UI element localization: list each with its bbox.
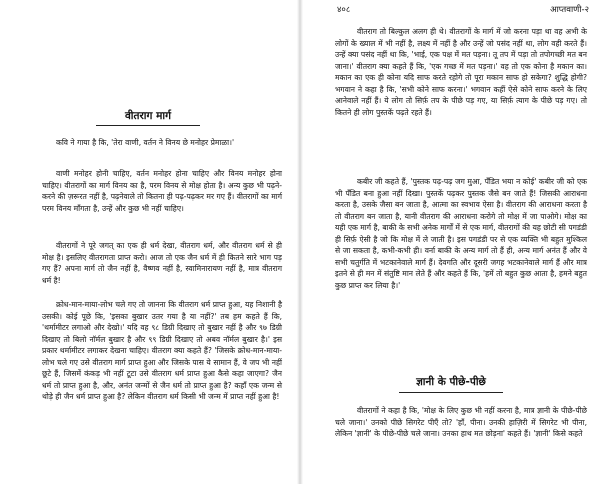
left-heading-underline <box>96 125 200 126</box>
right-page <box>301 0 599 484</box>
left-page <box>0 0 299 484</box>
left-paragraph-1: कवि ने गाया है कि, 'तेरा वाणी, वर्तन ने विनय छे मनोहर प्रेमाळा।' <box>56 138 235 147</box>
running-title: आप्तवाणी-२ <box>550 5 589 15</box>
left-heading: वीतराग मार्ग <box>124 110 172 122</box>
page-number: ४०८ <box>337 5 351 15</box>
left-paragraph-3: वीतरागों ने पूरे जगत् का एक ही धर्म देखा, वीतराग धर्म, और वीतराग धर्म से ही मोक्ष है। इसलिए वीतरागता प्राप्त करो। आज तो एक जैन धर्म में ही कितने सारे भाग पड़ गए हैं? अपना मार्ग तो जैन नहीं है, वैष्णव नहीं है, स्वामिनारायण नहीं है, मात्र वीतराग धर्म है! <box>42 241 282 285</box>
right-paragraph-3: वीतरागों ने कहा है कि, 'मोक्ष के लिए कुछ भी नहीं करना है, मात्र ज्ञानी के पीछे-पीछे चले जाना।' उनको पीछे सिगरेट पीएँ तो? 'हाँ, पीना। उनकी हाज़िरी में सिगरेट भी पीना, लेकिन 'ज्ञानी' के पीछे-पीछे चले जाना। उनका हाथ मत छोड़ना' कहते हैं। 'ज्ञानी' किसे कहते <box>335 406 587 438</box>
right-heading: ज्ञानी के पीछे-पीछे <box>416 376 486 388</box>
right-paragraph-1: वीतराग तो बिल्कुल अलग ही थे। वीतरागों के मार्ग में जो करना पड़ा था वह अभी के लोगों के ख्याल में भी नहीं है, लक्ष्य में नहीं है और उन्हें जो पसंद नहीं था, लोग वही करते हैं। उन्हें क्या पसंद नहीं था कि, 'भाई, एक पक्ष में मत पड़ना। तू तप में पड़ा तो तपोगच्छी मत बन जाना।' वीतराग क्या कहते हैं कि, 'एक गच्छ में मत पड़ना।' वह तो एक कोना है मकान का। मकान का एक ही कोना यदि साफ करते रहोगे तो पूरा मकान साफ हो सकेगा? शुद्धि होगी? भगवान ने कहा है कि, 'सभी कोने साफ करना।' भगवान कहीं ऐसे कोने साफ करने के लिए आनेवाले नहीं हैं। ये लोग तो सिर्फ़ तप के पीछे पड़ गए, या सिर्फ़ त्याग के पीछे पड़ गए। तो कितने ही लोग पुस्तकें पढ़ते रहते हैं। <box>335 27 587 117</box>
right-heading-underline <box>399 392 503 393</box>
page-header <box>315 2 589 18</box>
left-paragraph-4: क्रोध-मान-माया-लोभ चले गए तो जानना कि वीतराग धर्म प्राप्त हुआ, यह निशानी है उसकी। कोई पूछे कि, 'इसका बुखार उतर गया है या नहीं?' तब हम कहते हैं कि, 'थर्मामीटर लगाओ और देखो।' यदि वह ९८ डिग्री दिखाए तो बुखार नहीं है और ९७ डिग्री दिखाए तो बिलो नॉर्मल बुखार है और ९९ डिग्री दिखाए तो अबव नॉर्मल बुखार है।' इस प्रकार थर्मामीटर लगाकर देखना चाहिए। वीतराग क्या कहते हैं? 'जिसके क्रोध-मान-माया-लोभ चले गए उसे वीतराग मार्ग प्राप्त हुआ और जिसके पास ये सामान हैं, वे जप भी नहीं छूटे हैं, जिसमें कंकड़ भी नहीं टूटा उसे वीतराग धर्म प्राप्त हुआ कैसे कहा जाएगा? जैन धर्म तो प्राप्त हुआ है, और, अनंत जन्मों से जैन धर्म तो प्राप्त हुआ है? कहाँ एक जन्म से थोड़े ही जैन धर्म प्राप्त हुआ है? लेकिन वीतराग धर्म किसी भी जन्म में प्राप्त नहीं हुआ है! <box>42 300 282 401</box>
right-paragraph-2: कबीर जी कहते हैं, 'पुस्तक पढ़-पढ़ जग मुआ, पँडित भया न कोई' कबीर जी को एक भी पँडित बना हुआ नहीं दिखा। पुस्तकें पढ़कर पुस्तक जैसे बन जाते हैं! जिसकी आराधना करता है, उसके जैसा बन जाता है, आत्मा का स्वभाव ऐसा है। वीतराग की आराधना करता है तो वीतराग बन जाता है, यानी वीतराग की आराधना करोगे तो मोक्ष में जा पाओगे। मोक्ष का यही एक मार्ग है, बाकी के सभी अनेक मार्गों में से एक मार्ग, वीतरागों की यह छोटी सी पगडंडी ही सिर्फ़ ऐसी है जो कि मोक्ष में ले जाती है। इस पगडंडी पर से एक व्यक्ति भी बहुत मुश्किल से जा सकता है, कभी-कभी ही। वर्ना बाकी के अन्य मार्ग तो हैं ही, अन्य मार्ग अनंत हैं और वे सभी चतुर्गति में भटकानेवाले मार्ग हैं। देवगति और दूसरी जगह भटकानेवाले मार्ग हैं और मात्र इतने से ही मन में संतुष्टि मान लेते हैं और कहते हैं कि, 'हमें तो बहुत कुछ आता है, हमने बहुत कुछ प्राप्त कर लिया है।' <box>335 177 587 290</box>
left-paragraph-2: वाणी मनोहर होनी चाहिए, वर्तन मनोहर होना चाहिए और विनय मनोहर होना चाहिए। वीतरागों का मार्ग विनय का है, परम विनय से मोक्ष होता है। अन्य कुछ भी पढ़ने-करने की ज़रूरत नहीं है, पढ़नेवाले तो कितना ही पढ़-पढ़कर मर गए हैं। वीतरागों का मार्ग परम विनय माँगता है, उन्हें और कुछ भी नहीं चाहिए। <box>42 169 282 213</box>
